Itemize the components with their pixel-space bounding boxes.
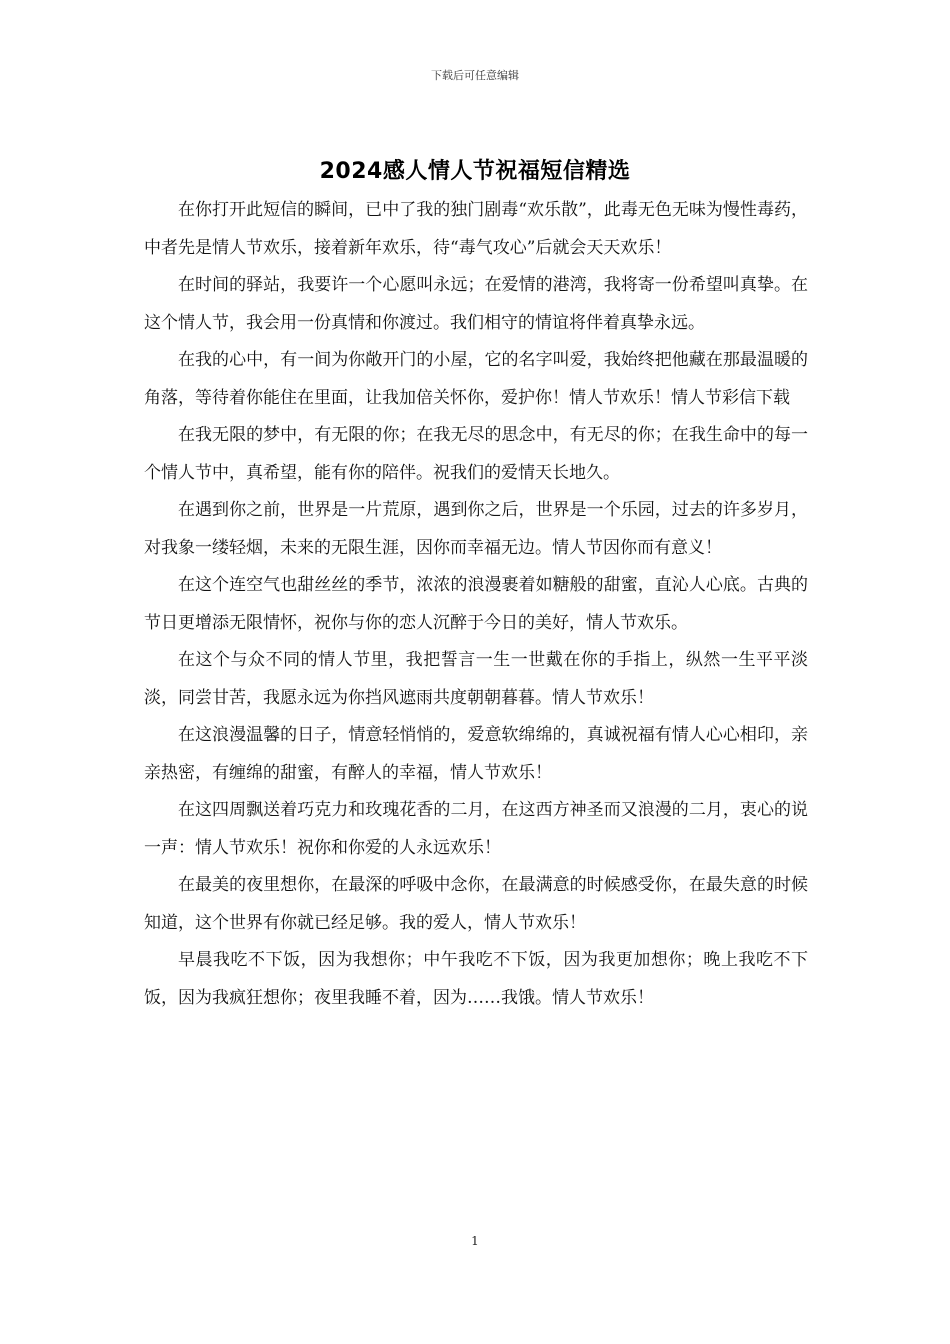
paragraph: 在我的心中，有一间为你敞开门的小屋，它的名字叫爱，我始终把他藏在那最温暖的角落，等待着你能住在里面，让我加倍关怀你，爱护你！情人节欢乐！情人节彩信下载 bbox=[144, 350, 808, 408]
paragraph: 在遇到你之前，世界是一片荒原，遇到你之后，世界是一个乐园，过去的许多岁月，对我象一缕轻烟，未来的无限生涯，因你而幸福无边。情人节因你而有意义！ bbox=[144, 500, 808, 558]
paragraph: 在这四周飘送着巧克力和玫瑰花香的二月，在这西方神圣而又浪漫的二月，衷心的说一声：情人节欢乐！祝你和你爱的人永远欢乐！ bbox=[144, 800, 808, 858]
paragraph: 在时间的驿站，我要许一个心愿叫永远；在爱情的港湾，我将寄一份希望叫真挚。在这个情人节，我会用一份真情和你渡过。我们相守的情谊将伴着真挚永远。 bbox=[144, 275, 808, 333]
paragraph: 在这浪漫温馨的日子，情意轻悄悄的，爱意软绵绵的，真诚祝福有情人心心相印，亲亲热密，有缠绵的甜蜜，有醉人的幸福，情人节欢乐！ bbox=[144, 725, 808, 783]
document-body bbox=[144, 192, 808, 1017]
paragraph: 在我无限的梦中，有无限的你；在我无尽的思念中，有无尽的你；在我生命中的每一个情人节中，真希望，能有你的陪伴。祝我们的爱情天长地久。 bbox=[144, 425, 808, 483]
page-header-note: 下载后可任意编辑 bbox=[431, 69, 519, 82]
document-title: 2024感人情人节祝福短信精选 bbox=[319, 159, 631, 184]
page-number: 1 bbox=[471, 1234, 479, 1248]
paragraph: 在你打开此短信的瞬间，已中了我的独门剧毒“欢乐散”，此毒无色无味为慢性毒药，中者先是情人节欢乐，接着新年欢乐，待“毒气攻心”后就会天天欢乐！ bbox=[144, 200, 808, 258]
paragraph: 在这个与众不同的情人节里，我把誓言一生一世戴在你的手指上，纵然一生平平淡淡，同尝甘苦，我愿永远为你挡风遮雨共度朝朝暮暮。情人节欢乐！ bbox=[144, 650, 808, 708]
paragraph: 在这个连空气也甜丝丝的季节，浓浓的浪漫裹着如糖般的甜蜜，直沁人心底。古典的节日更增添无限情怀，祝你与你的恋人沉醉于今日的美好，情人节欢乐。 bbox=[144, 575, 808, 633]
paragraph: 在最美的夜里想你，在最深的呼吸中念你，在最满意的时候感受你，在最失意的时候知道，这个世界有你就已经足够。我的爱人，情人节欢乐！ bbox=[144, 875, 808, 933]
paragraph: 早晨我吃不下饭，因为我想你；中午我吃不下饭，因为我更加想你；晚上我吃不下饭，因为我疯狂想你；夜里我睡不着，因为……我饿。情人节欢乐！ bbox=[144, 950, 808, 1008]
